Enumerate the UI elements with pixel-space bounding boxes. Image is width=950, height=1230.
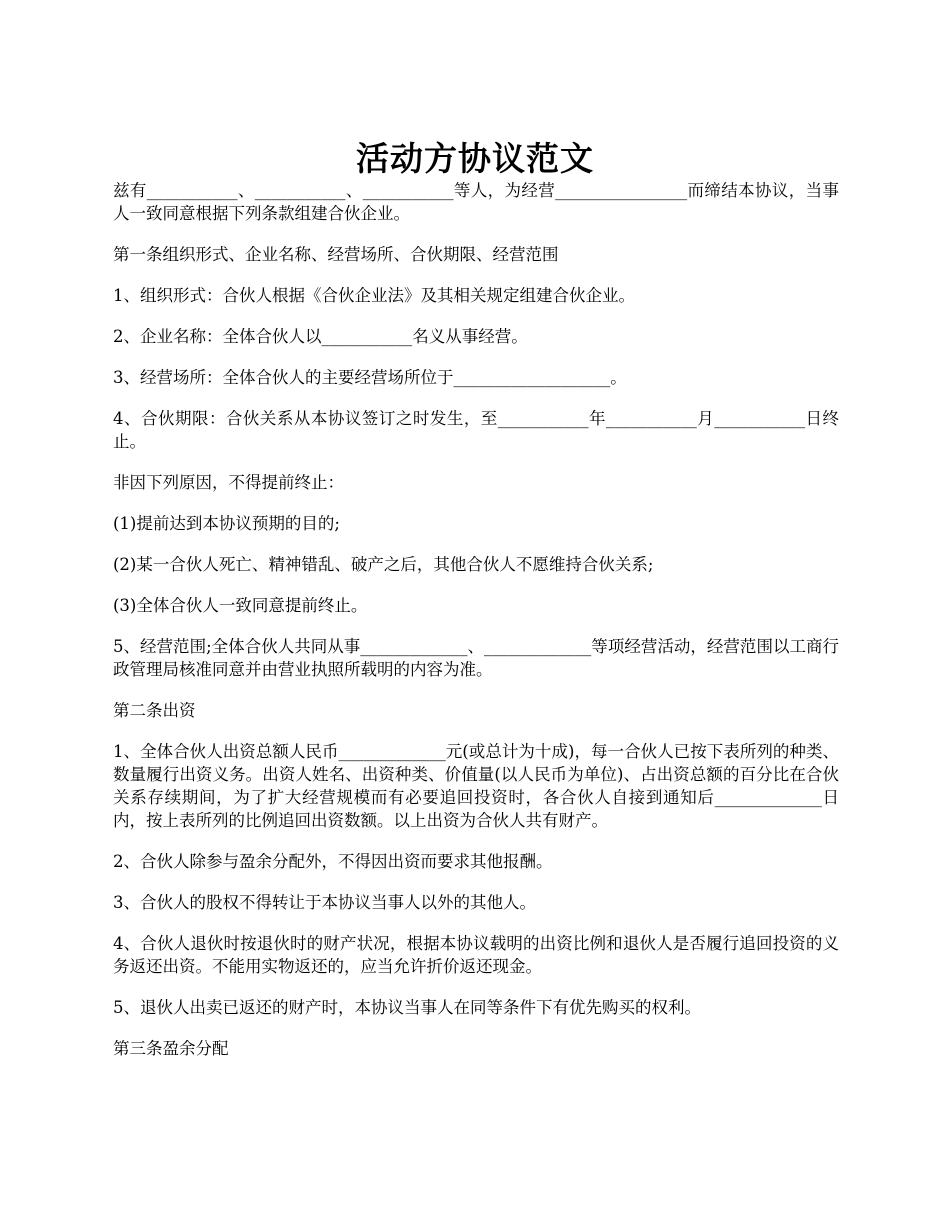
paragraph-2-4: 4、合伙人退伙时按退伙时的财产状况，根据本协议载明的出资比例和退伙人是否履行追回投资的义务返还出资。不能用实物返还的，应当允许折价返还现金。 xyxy=(113,934,839,976)
paragraph-2-2: 2、合伙人除参与盈余分配外，不得因出资而要求其他报酬。 xyxy=(113,852,553,871)
section-heading-2: 第二条出资 xyxy=(113,701,196,720)
section-heading-3: 第三条盈余分配 xyxy=(113,1039,229,1058)
document-body xyxy=(113,179,839,1078)
document-title: 活动方协议范文 xyxy=(356,139,594,179)
paragraph-2-5: 5、退伙人出卖已返还的财产时，本协议当事人在同等条件下有优先购买的权利。 xyxy=(113,998,701,1017)
section-heading-1: 第一条组织形式、企业名称、经营场所、合伙期限、经营范围 xyxy=(113,245,559,264)
paragraph-1-2: 2、企业名称：全体合伙人以___________名义从事经营。 xyxy=(113,327,528,346)
paragraph-1-1: 1、组织形式：合伙人根据《合伙企业法》及其相关规定组建合伙企业。 xyxy=(113,286,635,305)
paragraph-termination-2: (2)某一合伙人死亡、精神错乱、破产之后，其他合伙人不愿维持合伙关系; xyxy=(113,555,654,574)
paragraph-termination-3: (3)全体合伙人一致同意提前终止。 xyxy=(113,596,368,615)
paragraph-2-3: 3、合伙人的股权不得转让于本协议当事人以外的其他人。 xyxy=(113,893,536,912)
paragraph-1-4: 4、合伙期限：合伙关系从本协议签订之时发生，至___________年___________月___________日终止。 xyxy=(113,409,839,451)
paragraph-2-1: 1、全体合伙人出资总额人民币_____________元(或总计为十成)，每一合伙人已按下表所列的种类、数量履行出资义务。出资人姓名、出资种类、价值量(以人民币为单位)、占出资总额的百分比在合伙关系存续期间，为了扩大经营规模而有必要追回投资时，各合伙人自接到通知后_____________日内，按上表所列的比例追回出资数额。以上出资为合伙人共有财产。 xyxy=(113,742,839,830)
paragraph-1-3: 3、经营场所：全体合伙人的主要经营场所位于___________________。 xyxy=(113,368,627,387)
paragraph-1-5: 5、经营范围;全体合伙人共同从事_____________、_____________等项经营活动，经营范围以工商行政管理局核准同意并由营业执照所载明的内容为准。 xyxy=(113,637,839,679)
paragraph-termination-intro: 非因下列原因，不得提前终止： xyxy=(113,473,344,492)
paragraph-termination-1: (1)提前达到本协议预期的目的; xyxy=(113,514,340,533)
paragraph-preamble: 兹有___________、___________、___________等人，为经营________________而缔结本协议，当事人一致同意根据下列条款组建合伙企业。 xyxy=(113,181,839,223)
